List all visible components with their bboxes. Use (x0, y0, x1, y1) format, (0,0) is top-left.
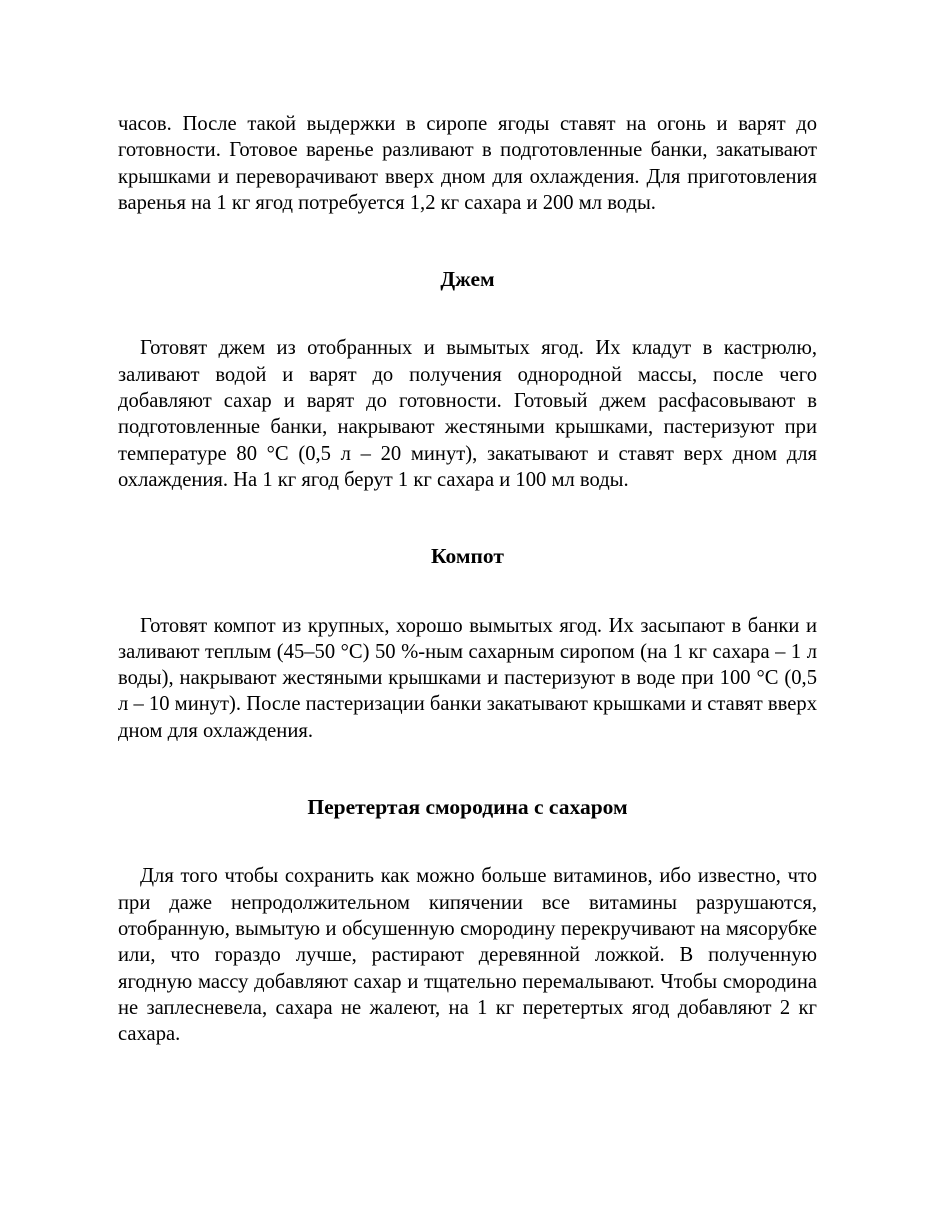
spacer (118, 292, 817, 335)
spacer (118, 570, 817, 613)
section-heading-jam: Джем (440, 267, 495, 292)
spacer (118, 820, 817, 863)
section-paragraph-grated-currant: Для того чтобы сохранить как можно больше витаминов, ибо известно, что при даже непродолжительном кипячении все витамины разрушаются, отобранную, вымытую и обсушенную смородину перекручивают на мясорубке или, что гораздо лучше, растирают деревянной ложкой. В полученную ягодную массу добавляют сахар и тщательно перемалывают. Чтобы смородина не заплесневела, сахара не жалеют, на 1 кг перетертых ягод добавляют 2 кг сахара. (118, 865, 817, 1046)
section-paragraph-compote: Готовят компот из крупных, хорошо вымытых ягод. Их засыпают в банки и заливают теплым (45–50 °С) 50 %-ным сахарным сиропом (на 1 кг сахара – 1 л воды), накрывают жестяными крышками и пастеризуют в воде при 100 °С (0,5 л – 10 минут). После пастеризации банки закатывают крышками и ставят вверх дном для охлаждения. (118, 614, 817, 742)
document-body (118, 111, 817, 1047)
spacer (118, 216, 817, 266)
section-heading-compote: Компот (431, 544, 504, 569)
intro-paragraph: часов. После такой выдержки в сиропе ягоды ставят на огонь и варят до готовности. Готовое варенье разливают в подготовленные банки, закатывают крышками и переворачивают вверх дном для охлаждения. Для приготовления варенья на 1 кг ягод потребуется 1,2 кг сахара и 200 мл воды. (118, 113, 817, 214)
section-heading-grated-currant: Перетертая смородина с сахаром (307, 795, 628, 820)
spacer (118, 493, 817, 543)
spacer (118, 744, 817, 794)
section-paragraph-jam: Готовят джем из отобранных и вымытых ягод. Их кладут в кастрюлю, заливают водой и варят до получения однородной массы, после чего добавляют сахар и варят до готовности. Готовый джем расфасовывают в подготовленные банки, накрывают жестяными крышками, пастеризуют при температуре 80 °С (0,5 л – 20 минут), закатывают и ставят верх дном для охлаждения. На 1 кг ягод берут 1 кг сахара и 100 мл воды. (118, 337, 817, 491)
